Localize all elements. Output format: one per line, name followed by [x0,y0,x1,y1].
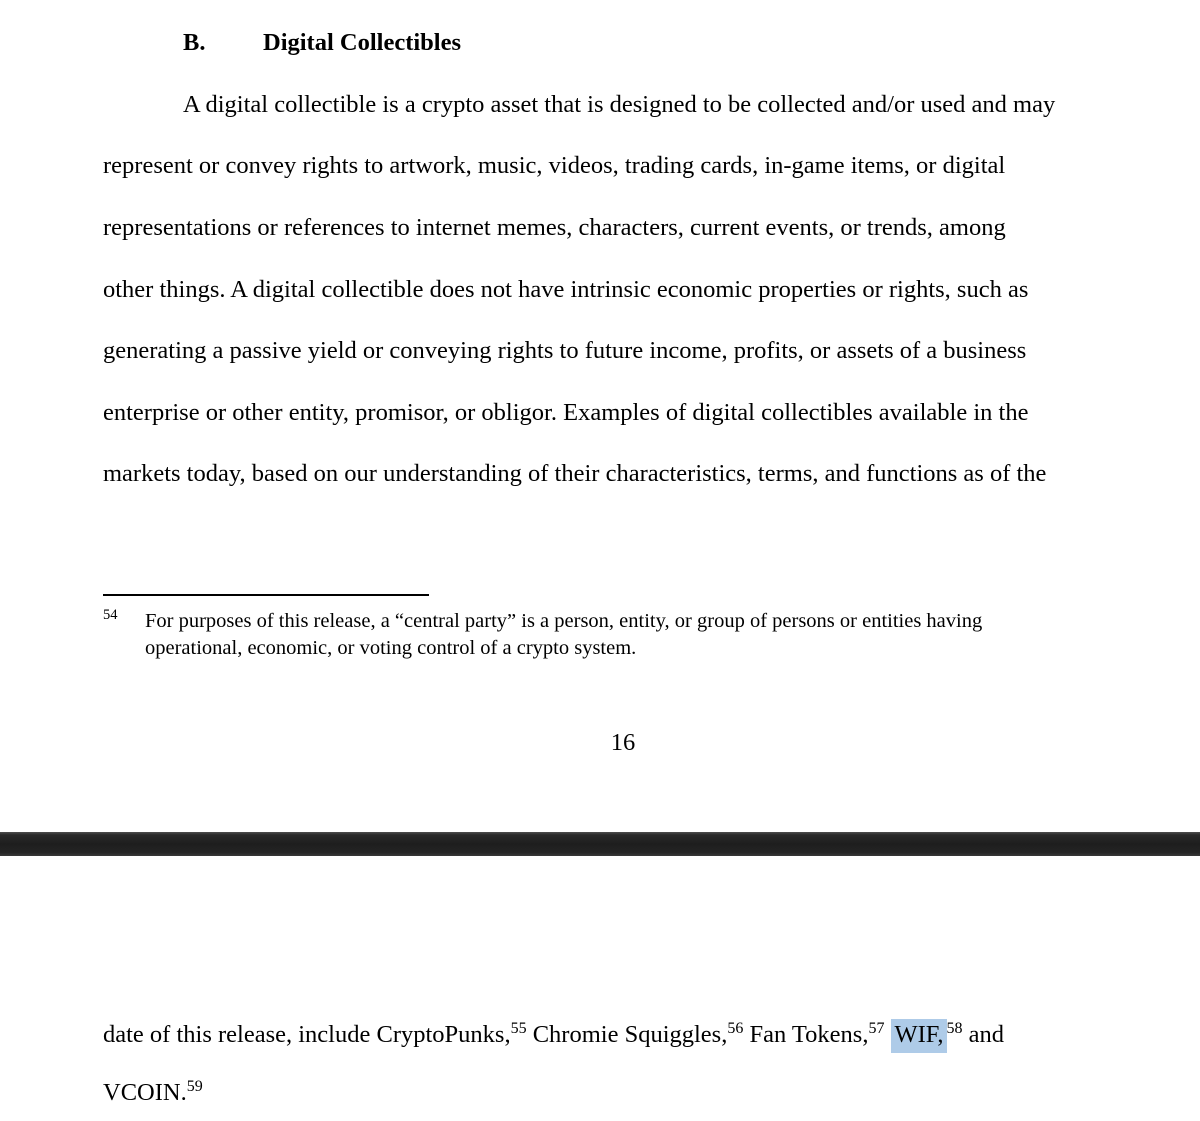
paragraph-line: representations or references to internet memes, characters, current events, or trends, among [103,213,1006,241]
continuation-line [103,1019,1004,1050]
text-segment: Chromie Squiggles, [526,1021,728,1048]
footnote-number: 54 [103,607,118,623]
paragraph-line: A digital collectible is a crypto asset that is designed to be collected and/or used and may [183,90,1056,118]
page-break-bar [0,832,1200,856]
footnote-text-line: For purposes of this release, a “central party” is a person, entity, or group of persons or entities having [145,610,983,632]
footnote-separator [103,594,429,596]
section-heading [183,29,461,57]
paragraph-line: represent or convey rights to artwork, music, videos, trading cards, in-game items, or digital [103,152,1006,180]
paragraph-line: generating a passive yield or conveying rights to future income, profits, or assets of a business [103,337,1027,365]
highlighted-text-wif: WIF, [891,1019,946,1053]
paragraph-line: markets today, based on our understanding of their characteristics, terms, and functions as of the [103,460,1047,488]
paragraph-line: enterprise or other entity, promisor, or obligor. Examples of digital collectibles available in the [103,398,1029,426]
page-number: 16 [610,729,636,756]
section-heading-number: B. [183,29,206,56]
text-segment: date of this release, include CryptoPunks, [103,1021,511,1048]
body-paragraph [103,74,1148,505]
footnote-ref-56: 56 [727,1020,744,1037]
footnote [103,608,1103,662]
footnote-text [145,608,1103,662]
footnote-ref-55: 55 [510,1020,527,1037]
footnote-ref-58: 58 [946,1020,963,1037]
footnote-ref-59: 59 [186,1078,203,1095]
continuation-line [103,1079,203,1110]
footnote-ref-57: 57 [868,1020,885,1037]
text-segment: and [962,1021,1005,1048]
section-heading-title: Digital Collectibles [263,29,462,56]
text-segment: Fan Tokens, [743,1021,869,1048]
footnote-text-line: operational, economic, or voting control of a crypto system. [145,637,637,659]
paragraph-line: other things. A digital collectible does not have intrinsic economic properties or rights, such as [103,275,1029,303]
text-segment: VCOIN. [103,1079,187,1106]
